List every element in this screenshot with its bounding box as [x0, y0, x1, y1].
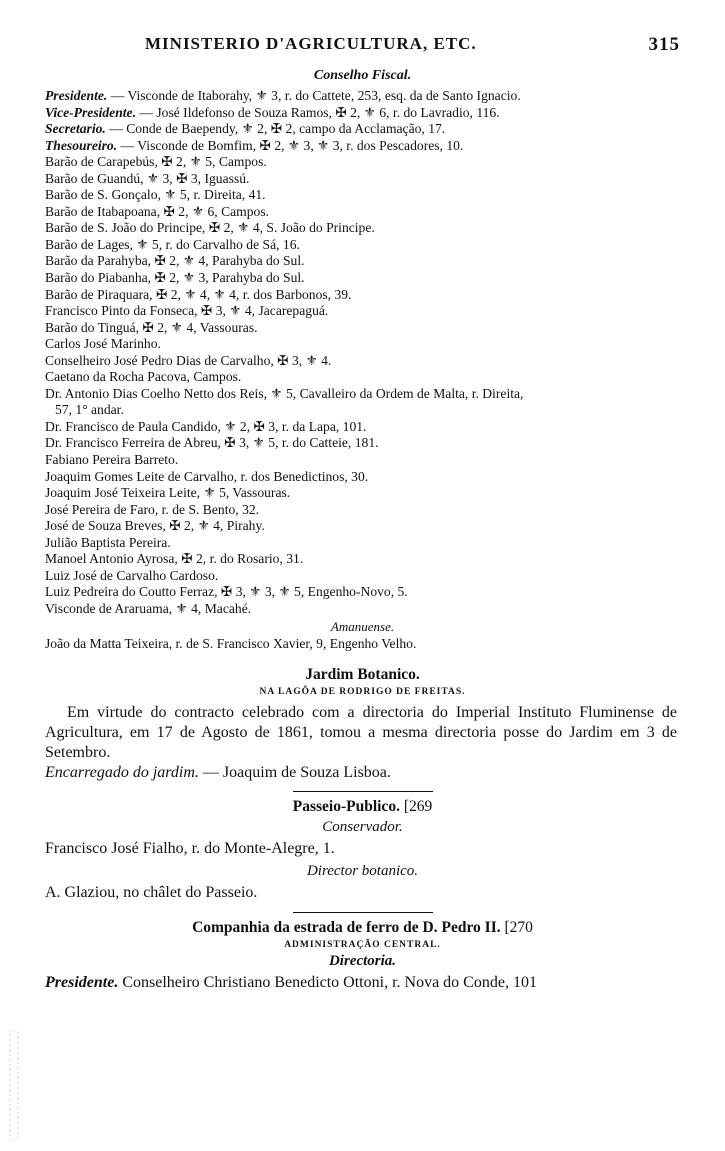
jardim-encarregado	[45, 763, 680, 783]
conselho-member	[45, 336, 680, 353]
member-text: Dr. Antonio Dias Coelho Netto dos Reis, ⚜ 5, Cavalleiro da Ordem de Malta, r. Direita,	[45, 385, 524, 401]
divider-rule	[293, 791, 433, 792]
conselho-member	[45, 303, 680, 320]
member-text: Francisco Pinto da Fonseca, ✠ 3, ⚜ 4, Jacarepaguá.	[45, 303, 329, 319]
conselho-member	[45, 105, 680, 122]
member-role: Vice-Presidente.	[45, 104, 136, 120]
conselho-member	[45, 502, 680, 519]
encarregado-role: Encarregado do jardim.	[45, 763, 199, 781]
conselho-member	[45, 287, 680, 304]
conselho-member	[45, 237, 680, 254]
page-number: 315	[648, 34, 680, 55]
divider-rule-2	[293, 912, 433, 913]
passeio-title: Passeio-Publico.	[292, 797, 400, 815]
conselho-member	[45, 485, 680, 502]
member-text: Conselheiro José Pedro Dias de Carvalho, ✠ 3, ⚜ 4.	[45, 352, 332, 368]
running-title: MINISTERIO D'AGRICULTURA, ETC.	[145, 34, 477, 53]
conselho-member	[45, 518, 680, 535]
conselho-member	[45, 320, 680, 337]
member-text: Julião Baptista Pereira.	[45, 534, 171, 550]
member-text: Joaquim José Teixeira Leite, ⚜ 5, Vassouras.	[45, 485, 291, 501]
page	[45, 34, 680, 1144]
presidente-entry	[45, 972, 680, 994]
conselho-member	[45, 154, 680, 171]
member-text: José Pereira de Faro, r. de S. Bento, 32.	[45, 501, 260, 517]
conselho-member	[45, 121, 680, 138]
member-text: 57, 1° andar.	[55, 402, 124, 418]
companhia-subtitle: ADMINISTRAÇÃO CENTRAL.	[284, 939, 441, 950]
member-text: Barão de Lages, ⚜ 5, r. do Carvalho de Sá, 16.	[45, 236, 300, 252]
conselho-member	[45, 402, 680, 419]
conselho-member	[45, 253, 680, 270]
conselho-member	[45, 138, 680, 155]
conselho-member	[45, 171, 680, 188]
jardim-paragraph: Em virtude do contracto celebrado com a directoria do Imperial Instituto Fluminense de Agricultura, em 17 de Agosto de 1861, tomou a mesma directoria posse do Jardim em 3 de Setembro.	[45, 703, 677, 761]
member-text: Visconde de Araruama, ⚜ 4, Macahé.	[45, 600, 252, 616]
member-text: — Visconde de Itaborahy, ⚜ 3, r. do Cattete, 253, esq. da de Santo Ignacio.	[107, 88, 521, 103]
conservador-entry: Francisco José Fialho, r. do Monte-Alegre, 1.	[45, 839, 335, 857]
passeio-ref: [269	[403, 797, 433, 815]
conselho-member	[45, 353, 680, 370]
member-role: Thesoureiro.	[45, 137, 118, 153]
companhia-heading	[45, 919, 680, 937]
member-text: Luiz Pedreira do Coutto Ferraz, ✠ 3, ⚜ 3, ⚜ 5, Engenho-Novo, 5.	[45, 584, 408, 600]
amanuense-entry: João da Matta Teixeira, r. de S. Francisco Xavier, 9, Engenho Velho.	[45, 635, 417, 651]
conselho-member	[45, 187, 680, 204]
passeio-heading	[45, 798, 680, 816]
member-text: Carlos José Marinho.	[45, 336, 161, 352]
member-text: Luiz José de Carvalho Cardoso.	[45, 567, 219, 583]
conselho-member	[45, 270, 680, 287]
member-text: Barão de Guandú, ⚜ 3, ✠ 3, Iguassú.	[45, 170, 250, 186]
presidente-role: Presidente.	[45, 973, 119, 991]
encarregado-name: — Joaquim de Souza Lisboa.	[198, 763, 391, 781]
conselho-member	[45, 204, 680, 221]
member-text: — Conde de Baependy, ⚜ 2, ✠ 2, campo da Acclamação, 17.	[105, 121, 446, 137]
conselho-member	[45, 452, 680, 469]
member-text: Barão de Carapebús, ✠ 2, ⚜ 5, Campos.	[45, 154, 267, 170]
presidente-text: Conselheiro Christiano Benedicto Ottoni, r. Nova do Conde, 101	[118, 973, 537, 991]
conselho-member	[45, 435, 680, 452]
member-role: Secretario.	[45, 121, 106, 137]
member-text: Joaquim Gomes Leite de Carvalho, r. dos Benedictinos, 30.	[45, 468, 369, 484]
conselho-member	[45, 386, 680, 403]
member-text: José de Souza Breves, ✠ 2, ⚜ 4, Pirahy.	[45, 518, 265, 534]
member-text: Barão de S. João do Principe, ✠ 2, ⚜ 4, S. João do Principe.	[45, 220, 375, 236]
member-text: Barão de S. Gonçalo, ⚜ 5, r. Direita, 41.	[45, 187, 266, 203]
page-header	[45, 34, 680, 60]
member-text: Dr. Francisco Ferreira de Abreu, ✠ 3, ⚜ 5, r. do Catteie, 181.	[45, 435, 379, 451]
conselho-member	[45, 535, 680, 552]
companhia-title: Companhia da estrada de ferro de D. Pedro II.	[192, 918, 501, 936]
amanuense-label: Amanuense.	[330, 618, 395, 634]
member-text: Barão do Tinguá, ✠ 2, ⚜ 4, Vassouras.	[45, 319, 258, 335]
director-entry: A. Glaziou, no châlet do Passeio.	[45, 883, 258, 901]
conservador-label: Conservador.	[322, 818, 403, 835]
member-text: Fabiano Pereira Barreto.	[45, 452, 179, 468]
member-text: Manoel Antonio Ayrosa, ✠ 2, r. do Rosario, 31.	[45, 551, 304, 567]
member-text: — Visconde de Bomfim, ✠ 2, ⚜ 3, ⚜ 3, r. dos Pescadores, 10.	[117, 137, 464, 153]
director-label: Director botanico.	[306, 862, 419, 879]
conselho-member	[45, 369, 680, 386]
jardim-subtitle: NA LAGÔA DE RODRIGO DE FREITAS.	[259, 686, 466, 697]
member-text: Caetano da Rocha Pacova, Campos.	[45, 369, 242, 385]
conselho-member	[45, 220, 680, 237]
conselho-member	[45, 551, 680, 568]
conselho-member	[45, 88, 680, 105]
conselho-member	[45, 601, 680, 618]
member-role: Presidente.	[45, 88, 108, 103]
conselho-member	[45, 568, 680, 585]
member-text: Dr. Francisco de Paula Candido, ⚜ 2, ✠ 3, r. da Lapa, 101.	[45, 418, 367, 434]
member-text: — José Ildefonso de Souza Ramos, ✠ 2, ⚜ 6, r. do Lavradio, 116.	[135, 104, 500, 120]
conselho-title: Conselho Fiscal.	[313, 68, 412, 83]
companhia-ref: [270	[504, 918, 533, 936]
member-text: Barão de Piraquara, ✠ 2, ⚜ 4, ⚜ 4, r. dos Barbonos, 39.	[45, 286, 352, 302]
member-text: Barão do Piabanha, ✠ 2, ⚜ 3, Parahyba do Sul.	[45, 270, 305, 286]
jardim-title: Jardim Botanico.	[305, 665, 420, 683]
directoria-label: Directoria.	[328, 952, 397, 969]
member-text: Barão de Itabapoana, ✠ 2, ⚜ 6, Campos.	[45, 203, 270, 219]
library-stamp	[8, 1030, 20, 1140]
conselho-member	[45, 419, 680, 436]
conselho-member	[45, 469, 680, 486]
member-text: Barão da Parahyba, ✠ 2, ⚜ 4, Parahyba do Sul.	[45, 253, 305, 269]
conselho-member	[45, 584, 680, 601]
conselho-list	[45, 88, 680, 618]
